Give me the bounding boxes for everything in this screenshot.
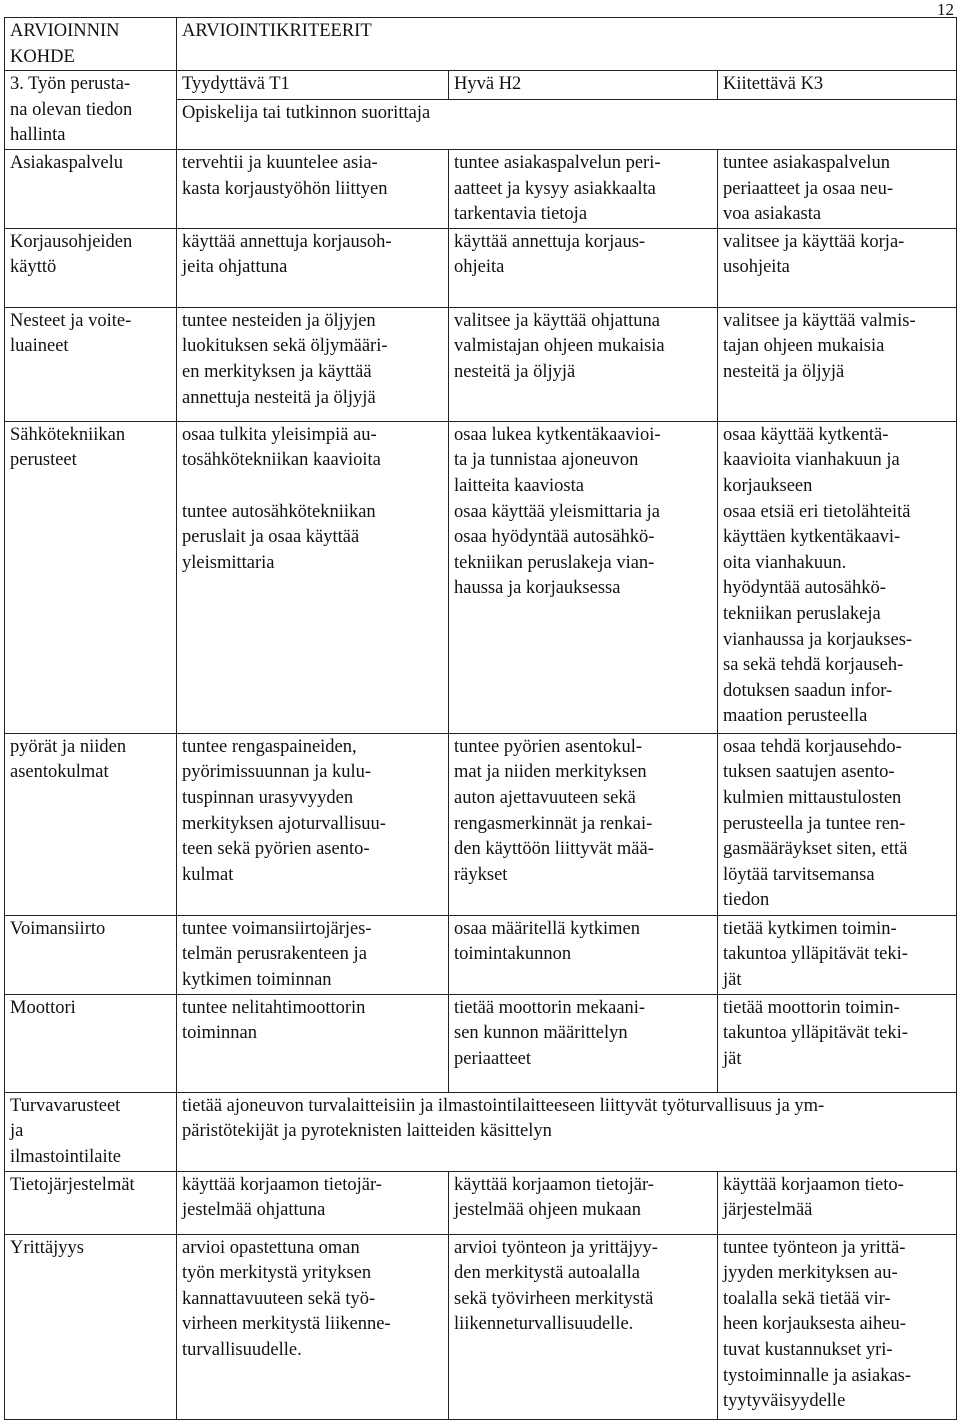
criteria-k3-cell: osaa tehdä korjausehdo- tuksen saatujen asento- kulmien mittaustulosten perusteella ja tuntee ren- gasmääräykset siten, että löytää tarvitsemansa tiedon	[718, 733, 957, 915]
criteria-k3-cell: tuntee työnteon ja yrittä- jyyden merkityksen au- toalalla sekä tietää vir- heen korjauksesta aiheu- tuvat kustannukset yri- tystoiminnalle ja asiakas- tyytyväisyydelle	[718, 1234, 957, 1419]
table-row	[5, 915, 957, 994]
criteria-t1-cell: käyttää korjaamon tietojär- jestelmää ohjattuna	[177, 1171, 449, 1234]
criteria-t1-cell: käyttää annettuja korjausoh- jeita ohjattuna	[177, 228, 449, 307]
table-row	[5, 733, 957, 915]
section-title: 3. Työn perusta- na olevan tiedon hallinta	[5, 71, 177, 150]
criteria-k3-cell: käyttää korjaamon tieto- järjestelmää	[718, 1171, 957, 1234]
table-row	[5, 994, 957, 1092]
assessment-criteria-table	[4, 17, 957, 1420]
table-row	[5, 1171, 957, 1234]
target-cell: Asiakaspalvelu	[5, 149, 177, 228]
criteria-t1-cell: tuntee nelitahtimoottorin toiminnan	[177, 994, 449, 1092]
criteria-h2-cell: osaa määritellä kytkimen toimintakunnon	[449, 915, 718, 994]
criteria-h2-cell: käyttää annettuja korjaus- ohjeita	[449, 228, 718, 307]
criteria-h2-cell: arvioi työnteon ja yrittäjyy- den merkitystä autoalalla sekä työvirheen merkitystä liikenneturvallisuudelle.	[449, 1234, 718, 1419]
criteria-h2-cell: tuntee pyörien asentokul- mat ja niiden merkityksen auton ajettavuuteen sekä rengasmerkinnät ja renkai- den käyttöön liittyvät mää- räykset	[449, 733, 718, 915]
level-good: Hyvä H2	[449, 71, 718, 99]
target-cell: Turvavarusteet ja ilmastointilaite	[5, 1092, 177, 1171]
table-row	[5, 149, 957, 228]
criteria-t1-cell: arvioi opastettuna oman työn merkitystä yrityksen kannattavuuteen sekä työ- virheen merkitystä liikenne- turvallisuudelle.	[177, 1234, 449, 1419]
header-assessment-target: ARVIOINNIN KOHDE	[5, 18, 177, 71]
target-cell: Korjausohjeiden käyttö	[5, 228, 177, 307]
target-cell: Voimansiirto	[5, 915, 177, 994]
criteria-k3-cell: valitsee ja käyttää valmis- tajan ohjeen mukaisia nesteitä ja öljyjä	[718, 307, 957, 421]
target-cell: pyörät ja niiden asentokulmat	[5, 733, 177, 915]
performer-label: Opiskelija tai tutkinnon suorittaja	[177, 99, 957, 149]
table-row	[5, 228, 957, 307]
header-assessment-criteria: ARVIOINTIKRITEERIT	[177, 18, 957, 71]
criteria-h2-cell: valitsee ja käyttää ohjattuna valmistajan ohjeen mukaisia nesteitä ja öljyjä	[449, 307, 718, 421]
target-cell: Yrittäjyys	[5, 1234, 177, 1419]
criteria-t1-cell: tuntee voimansiirtojärjes- telmän perusrakenteen ja kytkimen toiminnan	[177, 915, 449, 994]
criteria-t1-cell: tervehtii ja kuuntelee asia- kasta korjaustyöhön liittyen	[177, 149, 449, 228]
criteria-h2-cell: tuntee asiakaspalvelun peri- aatteet ja kysyy asiakkaalta tarkentavia tietoja	[449, 149, 718, 228]
criteria-t1-cell: tuntee rengaspaineiden, pyörimissuunnan ja kulu- tuspinnan urasyvyyden merkityksen ajoturvallisuu- teen sekä pyörien asento- kulmat	[177, 733, 449, 915]
header-row	[5, 18, 957, 71]
target-cell: Tietojärjestelmät	[5, 1171, 177, 1234]
table-row	[5, 1234, 957, 1419]
target-cell: Nesteet ja voite- luaineet	[5, 307, 177, 421]
level-excellent: Kiitettävä K3	[718, 71, 957, 99]
criteria-k3-cell: tietää kytkimen toimin- takuntoa ylläpitävät teki- jät	[718, 915, 957, 994]
criteria-k3-cell: tietää moottorin toimin- takuntoa ylläpitävät teki- jät	[718, 994, 957, 1092]
criteria-merged-cell: tietää ajoneuvon turvalaitteisiin ja ilmastointilaitteeseen liittyvät työturvallisuus ja ym- päristötekijät ja pyroteknisten laitteiden käsittelyn	[177, 1092, 957, 1171]
section-levels-row	[5, 71, 957, 99]
criteria-h2-cell: käyttää korjaamon tietojär- jestelmää ohjeen mukaan	[449, 1171, 718, 1234]
page-number: 12	[937, 0, 954, 19]
criteria-t1-cell: osaa tulkita yleisimpiä au- tosähkötekniikan kaavioita tuntee autosähkötekniikan peruslait ja osaa käyttää yleismittaria	[177, 421, 449, 733]
criteria-h2-cell: tietää moottorin mekaani- sen kunnon määrittelyn periaatteet	[449, 994, 718, 1092]
table-row	[5, 421, 957, 733]
criteria-t1-cell: tuntee nesteiden ja öljyjen luokituksen sekä öljymääri- en merkityksen ja käyttää annettuja nesteitä ja öljyjä	[177, 307, 449, 421]
assessment-criteria-document	[4, 17, 956, 1423]
table-row	[5, 1092, 957, 1171]
criteria-k3-cell: tuntee asiakaspalvelun periaatteet ja osaa neu- voa asiakasta	[718, 149, 957, 228]
table-row	[5, 307, 957, 421]
criteria-k3-cell: valitsee ja käyttää korja- usohjeita	[718, 228, 957, 307]
level-satisfactory: Tyydyttävä T1	[177, 71, 449, 99]
criteria-k3-cell: osaa käyttää kytkentä- kaavioita vianhakuun ja korjaukseen osaa etsiä eri tietolähteitä käyttäen kytkentäkaavi- oita vianhakuun. hyödyntää autosähkö- tekniikan peruslakeja vianhaussa ja korjaukses- sa sekä tehdä korjauseh- dotuksen saadun infor- maation perusteella	[718, 421, 957, 733]
criteria-h2-cell: osaa lukea kytkentäkaavioi- ta ja tunnistaa ajoneuvon laitteita kaaviosta osaa käyttää yleismittaria ja osaa hyödyntää autosähkö- tekniikan peruslakeja vian- haussa ja korjauksessa	[449, 421, 718, 733]
target-cell: Moottori	[5, 994, 177, 1092]
target-cell: Sähkötekniikan perusteet	[5, 421, 177, 733]
